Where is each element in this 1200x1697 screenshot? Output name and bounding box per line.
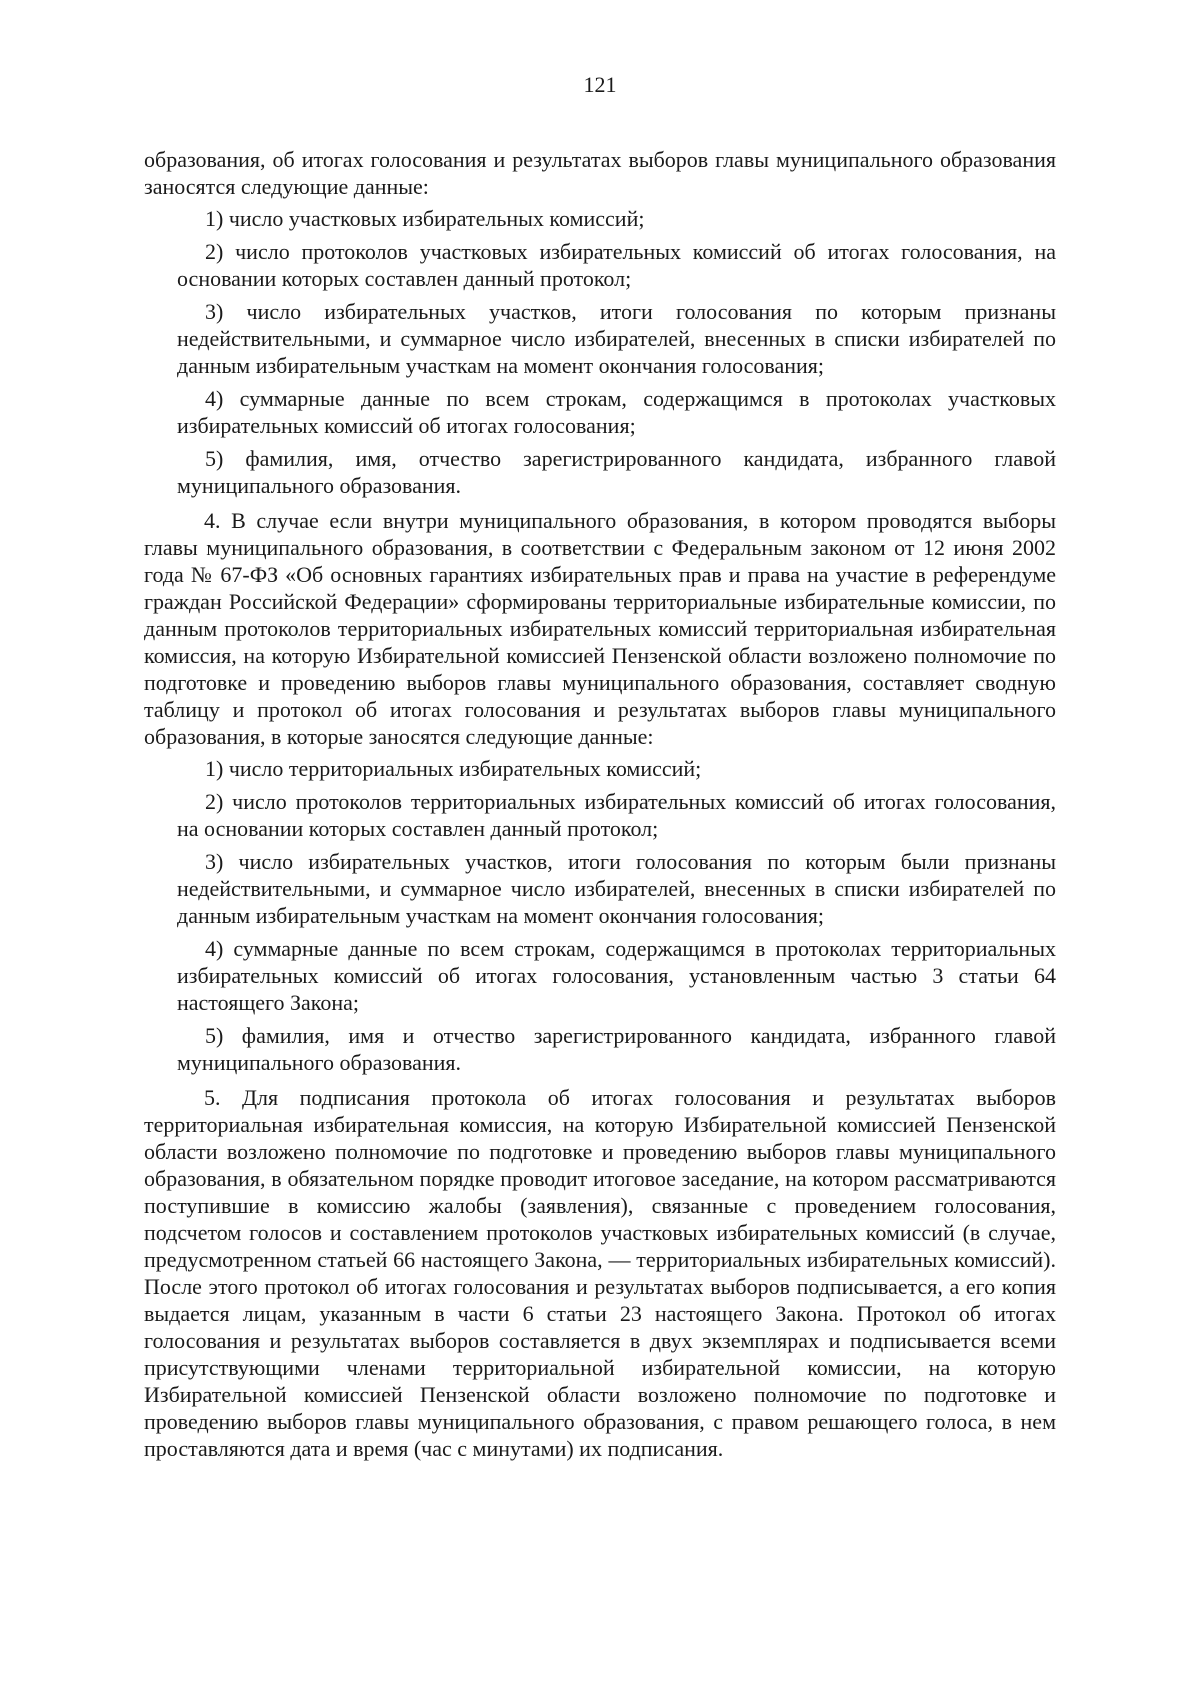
intro-paragraph: образования, об итогах голосования и результатах выборов главы муниципального образования заносятся следующие данные: xyxy=(144,147,1056,199)
list-a-item-4: 4) суммарные данные по всем строкам, содержащимся в протоколах участковых избирательных комиссий об итогах голосования; xyxy=(177,386,1056,438)
list-b-item-3: 3) число избирательных участков, итоги голосования по которым были признаны недействительными, и суммарное число избирателей, внесенных в списки избирателей по данным избирательным участкам на момент окончания голосования; xyxy=(177,849,1056,928)
page-number: 121 xyxy=(583,72,617,97)
list-a-item-3: 3) число избирательных участков, итоги голосования по которым признаны недействительными, и суммарное число избирателей, внесенных в списки избирателей по данным избирательным участкам на момент окончания голосования; xyxy=(177,299,1056,378)
document-body xyxy=(144,146,1056,1462)
list-b-item-5: 5) фамилия, имя и отчество зарегистрированного кандидата, избранного главой муниципального образования. xyxy=(177,1023,1056,1075)
list-a-item-5: 5) фамилия, имя, отчество зарегистрированного кандидата, избранного главой муниципального образования. xyxy=(177,446,1056,498)
list-b-item-4: 4) суммарные данные по всем строкам, содержащимся в протоколах территориальных избирательных комиссий об итогах голосования, установленным частью 3 статьи 64 настоящего Закона; xyxy=(177,936,1056,1015)
section-4-paragraph: 4. В случае если внутри муниципального образования, в котором проводятся выборы главы муниципального образования, в соответствии с Федеральным законом от 12 июня 2002 года № 67-ФЗ «Об основных гарантиях избирательных прав и права на участие в референдуме граждан Российской Федерации» сформированы территориальные избирательные комиссии, по данным протоколов территориальных избирательных комиссий территориальная избирательная комиссия, на которую Избирательной комиссией Пензенской области возложено полномочие по подготовке и проведению выборов главы муниципального образования, составляет сводную таблицу и протокол об итогах голосования и результатах выборов главы муниципального образования, в которые заносятся следующие данные: xyxy=(144,508,1056,749)
list-b-item-1: 1) число территориальных избирательных комиссий; xyxy=(205,756,702,781)
section-5-paragraph: 5. Для подписания протокола об итогах голосования и результатах выборов территориальная избирательная комиссия, на которую Избирательной комиссией Пензенской области возложено полномочие по подготовке и проведению выборов главы муниципального образования, в обязательном порядке проводит итоговое заседание, на котором рассматриваются поступившие в комиссию жалобы (заявления), связанные с проведением голосования, подсчетом голосов и составлением протоколов участковых избирательных комиссий (в случае, предусмотренном статьей 66 настоящего Закона, — территориальных избирательных комиссий). После этого протокол об итогах голосования и результатах выборов подписывается, а его копия выдается лицам, указанным в части 6 статьи 23 настоящего Закона. Протокол об итогах голосования и результатах выборов составляется в двух экземплярах и подписывается всеми присутствующими членами территориальной избирательной комиссии, на которую Избирательной комиссией Пензенской области возложено полномочие по подготовке и проведению выборов главы муниципального образования, с правом решающего голоса, в нем проставляются дата и время (час с минутами) их подписания. xyxy=(144,1085,1056,1461)
list-b-item-2: 2) число протоколов территориальных избирательных комиссий об итогах голосования, на основании которых составлен данный протокол; xyxy=(177,789,1056,841)
list-a-item-2: 2) число протоколов участковых избирательных комиссий об итогах голосования, на основании которых составлен данный протокол; xyxy=(177,239,1056,291)
list-a-item-1: 1) число участковых избирательных комиссий; xyxy=(205,206,645,231)
